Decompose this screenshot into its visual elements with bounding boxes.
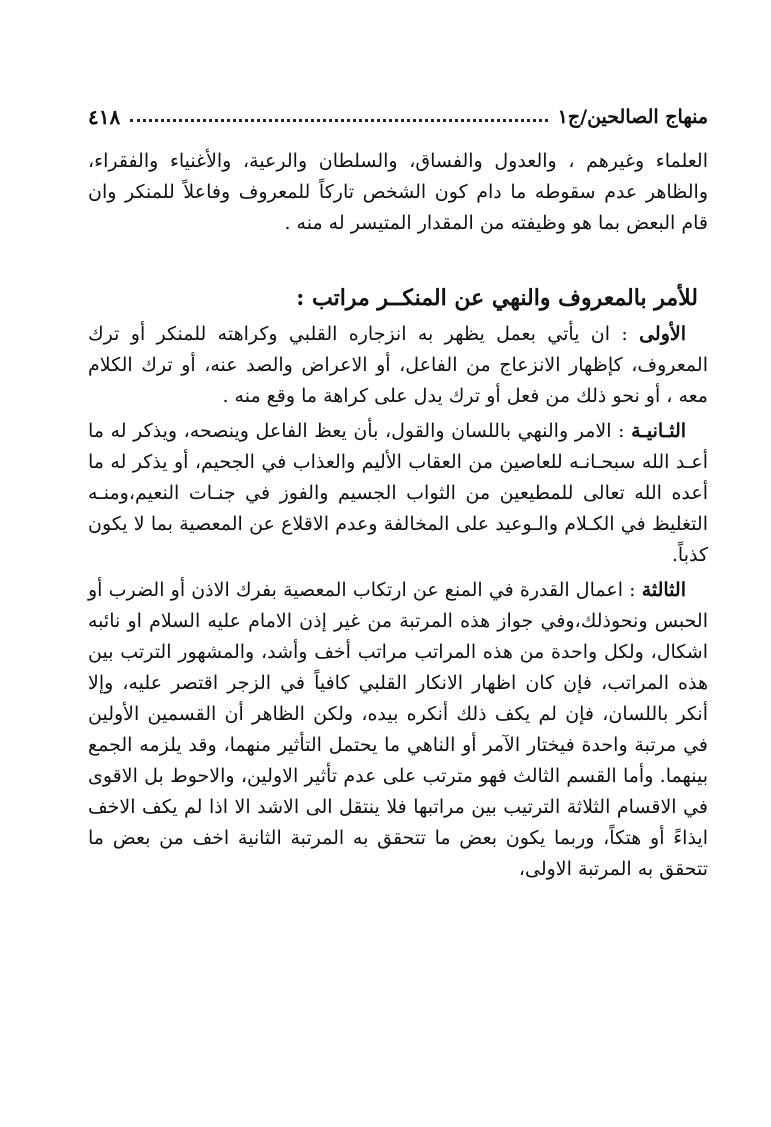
book-title: منهاج الصالحين/ج١ xyxy=(557,106,708,128)
rank-third xyxy=(88,575,708,885)
page-number: ٤١٨ xyxy=(88,105,121,129)
rank-first xyxy=(88,319,708,412)
rank-third-label: الثالثة xyxy=(641,579,686,601)
intro-paragraph: العلماء وغيرهم ، والعدول والفساق، والسلطان والرعية، والأغنياء والفقراء، والظاهر عدم سقوطه ما دام كون الشخص تاركاً للمعروف وفاعلاً للمنكر وان قام البعض بما هو وظيفته من المقدار المتيسر له منه . xyxy=(88,150,708,234)
rank-second-label: الثـانيـة xyxy=(631,420,687,442)
running-header xyxy=(88,100,708,134)
rank-second-text: : الامر والنهي باللسان والقول، بأن يعظ الفاعل وينصحه، ويذكر له ما أعـد الله سبحـانـه للعاصين من العقاب الأليم والعذاب في الجحيم، أو يذكر له ما أعده الله تعالى للمطيعين من الثواب الجسيم والفوز في جنـات النعيم،ومنـه التغليظ في الكـلام والـوعيد على المخالفة وعدم الاقلاع عن المعصية بما لا يكون كذباً. xyxy=(88,420,708,566)
book-page xyxy=(88,100,708,885)
rank-first-label: الأولى xyxy=(639,323,686,345)
section-heading: للأمر بالمعروف والنهي عن المنكــر مراتب : xyxy=(296,285,698,311)
leader-dots xyxy=(130,119,547,122)
rank-first-text: : ان يأتي بعمل يظهر به انزجاره القلبي وكراهته للمنكر أو ترك المعروف، كإظهار الانزعاج من الفاعل، أو الاعراض والصد عنه، أو ترك الكلام معه ، أو نحو ذلك من فعل أو ترك يدل على كراهة ما وقع منه . xyxy=(88,323,708,407)
rank-third-text: : اعمال القدرة في المنع عن ارتكاب المعصية بفرك الاذن أو الضرب أو الحبس ونحوذلك،وفي جواز هذه المرتبة من غير إذن الامام عليه السلام او نائبه اشكال، ولكل واحدة من هذه المراتب مراتب أخف وأشد، والمشهور الترتب بين هذه المراتب، فإن كان اظهار الانكار القلبي كافياً في الزجر اقتصر عليه، وإلا أنكر باللسان، فإن لم يكف ذلك أنكره بيده، ولكن الظاهر أن القسمين الأولين في مرتبة واحدة فيختار الآمر أو الناهي ما يحتمل التأثير منهما، وقد يلزمه الجمع بينهما. وأما القسم الثالث فهو مترتب على عدم تأثير الاولين، والاحوط بل الاقوى في الاقسام الثلاثة الترتيب بين مراتبها فلا ينتقل الى الاشد الا اذا لم يكف الاخف ايذاءً أو هتكاً، وربما يكون بعض ما تتحقق به المرتبة الثانية اخف من بعض ما تتحقق به المرتبة الاولى، xyxy=(88,579,708,880)
rank-second xyxy=(88,416,708,571)
